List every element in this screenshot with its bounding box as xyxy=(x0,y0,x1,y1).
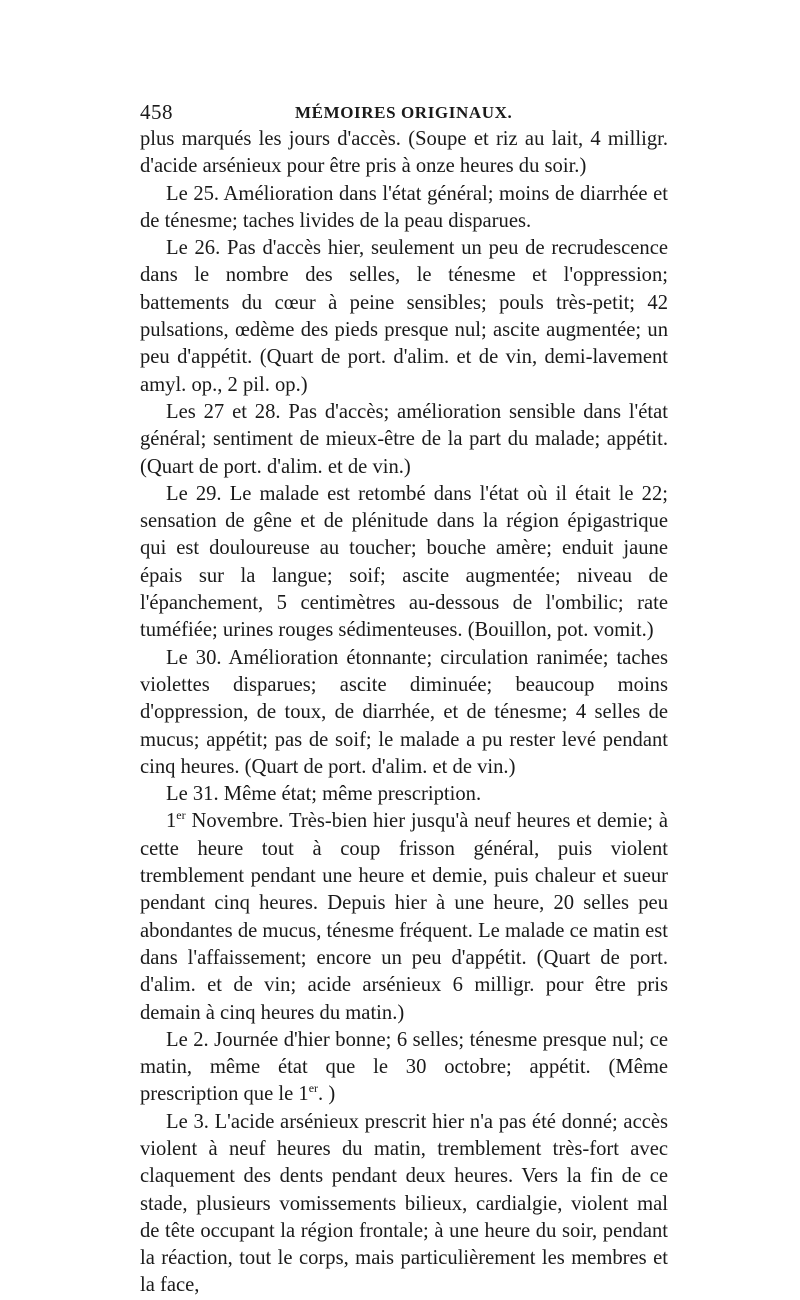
paragraph-les-27-28: Les 27 et 28. Pas d'accès; amélioration sensible dans l'état général; sentiment de mieux-être de la part du malade; appétit. (Quart de port. d'alim. et de vin.) xyxy=(140,400,668,478)
paragraph-le-31: Le 31. Même état; même prescription. xyxy=(166,783,482,806)
paragraph-le-3: Le 3. L'acide arsénieux prescrit hier n'a pas été donné; accès violent à neuf heures du matin, tremblement très-fort avec claquement des dents pendant deux heures. Vers la fin de ce stade, plusieurs vomissements bilieux, cardialgie, violent mal de tête occupant la région frontale; à une heure du soir, pendant la réaction, tout le corps, mais particulièrement les membres et la face, xyxy=(140,1110,668,1297)
running-title: MÉMOIRES ORIGINAUX. xyxy=(295,103,513,122)
paragraph-1er-novembre xyxy=(140,808,668,1026)
novembre-sup: er xyxy=(176,808,186,823)
paragraph-le-29: Le 29. Le malade est retombé dans l'état où il était le 22; sensation de gêne et de plénitude dans la région épigastrique qui est douloureuse au toucher; bouche amère; enduit jaune épais sur la langue; soif; ascite augmentée; niveau de l'épanchement, 5 centimètres au-dessous de l'ombilic; rate tuméfiée; urines rouges sédimenteuses. (Bouillon, pot. vomit.) xyxy=(140,482,668,642)
paragraph-le-25: Le 25. Amélioration dans l'état général; moins de diarrhée et de ténesme; taches livides de la peau disparues. xyxy=(140,182,668,232)
novembre-day: 1 xyxy=(166,810,177,833)
novembre-text: Novembre. Très-bien hier jusqu'à neuf heures et demie; à cette heure tout à coup frisson général, puis violent tremblement pendant une heure et demie, puis chaleur et sueur pendant cinq heures. Depuis hier à une heure, 20 selles peu abondantes de mucus, ténesme fréquent. Le malade ce matin est dans l'affaissement; encore un peu d'appétit. (Quart de port. d'alim. et de vin; acide arsénieux 6 milligr. pour être pris demain à cinq heures du matin.) xyxy=(140,810,668,1024)
le2-sup: er xyxy=(308,1081,319,1096)
paragraph-le-2 xyxy=(140,1027,668,1109)
body-text xyxy=(140,126,668,1300)
paragraph-le-26: Le 26. Pas d'accès hier, seulement un peu de recrudescence dans le nombre des selles, le ténesme et l'oppression; battements du cœur à peine sensibles; pouls très-petit; 42 pulsations, œdème des pieds presque nul; ascite augmentée; un peu d'appétit. (Quart de port. d'alim. et de vin, demi-lavement amyl. op., 2 pil. op.) xyxy=(140,237,668,396)
paragraph-continued: plus marqués les jours d'accès. (Soupe et riz au lait, 4 milligr. d'acide arsénieux pour être pris à onze heures du soir.) xyxy=(140,128,668,178)
paragraph-le-30: Le 30. Amélioration étonnante; circulation ranimée; taches violettes disparues; ascite diminuée; beaucoup moins d'oppression, de toux, de diarrhée, et de ténesme; 4 selles de mucus; appétit; pas de soif; le malade a pu rester levé pendant cinq heures. (Quart de port. d'alim. et de vin.) xyxy=(140,646,668,778)
page-number: 458 xyxy=(140,100,173,124)
le2-end: . ) xyxy=(318,1083,336,1106)
le2-text: Le 2. Journée d'hier bonne; 6 selles; ténesme presque nul; ce matin, même état que le 30 octobre; appétit. (Même prescription que le 1 xyxy=(140,1028,668,1106)
